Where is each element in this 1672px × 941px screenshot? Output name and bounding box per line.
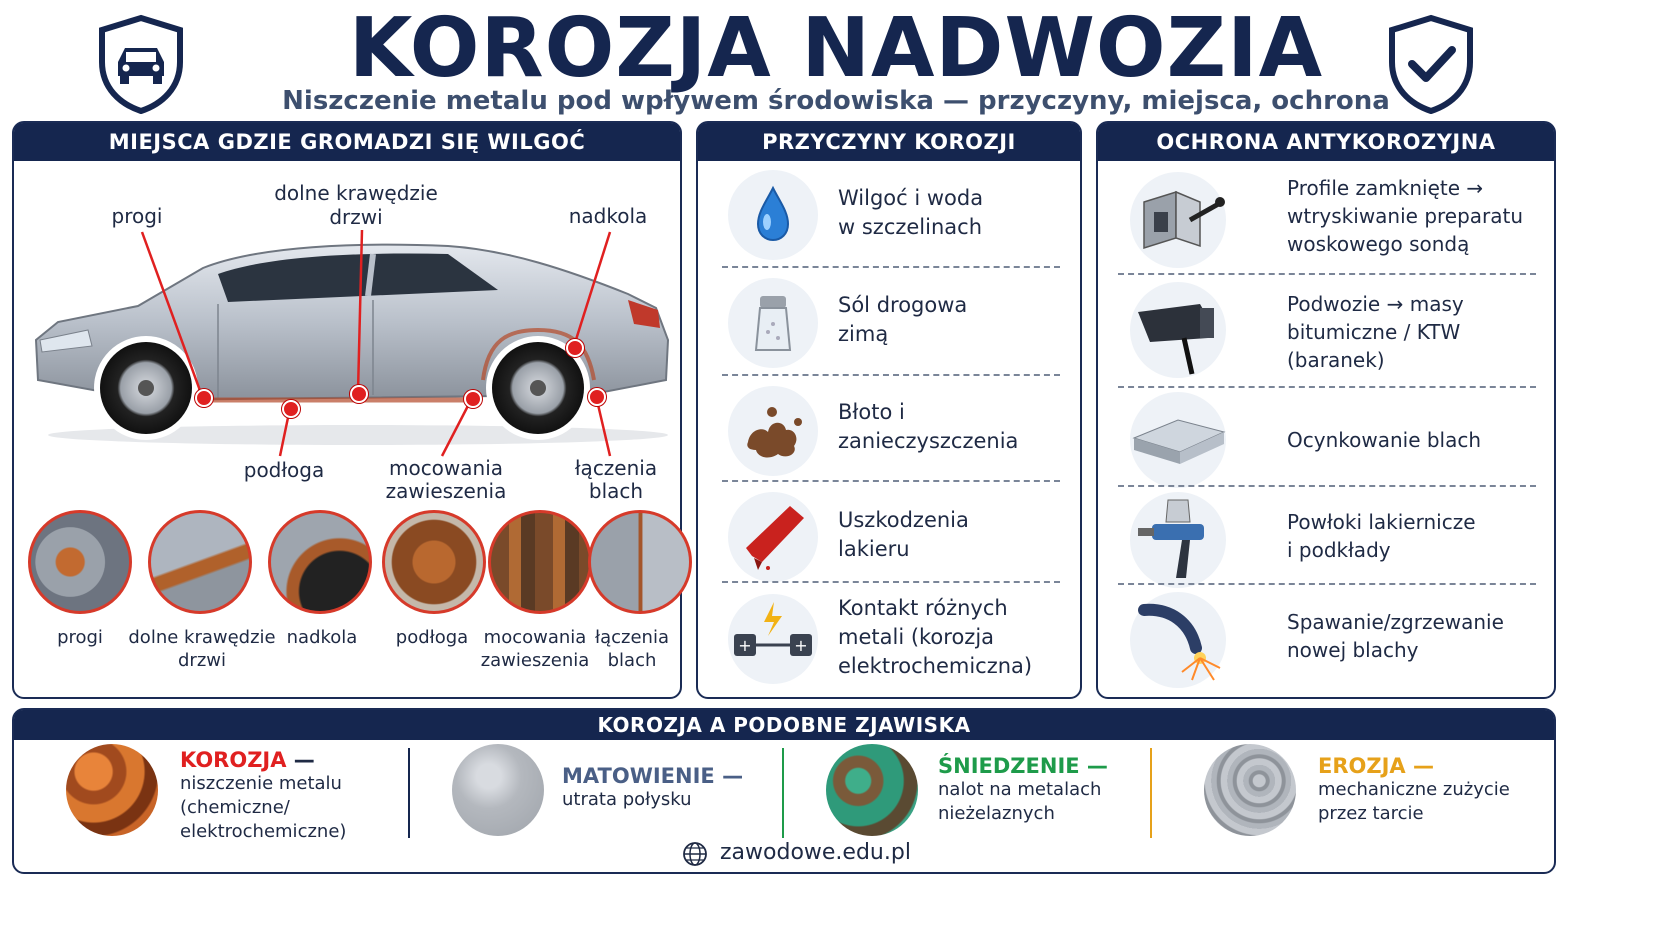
page-title: KOROZJA NADWOZIA <box>348 1 1324 96</box>
causes-heading: PRZYCZYNY KOROZJI <box>698 123 1080 161</box>
galvanized-sheet-icon <box>1130 392 1226 488</box>
callout-nadkola: nadkola <box>568 204 648 228</box>
spray-gun-underbody-icon <box>1130 282 1226 378</box>
marker-progi <box>195 389 213 407</box>
phenomenon-matowienie: MATOWIENIE — utrata połysku <box>562 764 744 810</box>
footer-url-link[interactable]: zawodowe.edu.pl <box>720 840 911 865</box>
thumb-cap-laczenia-1: łączenia <box>594 627 669 648</box>
thumb-mocowania <box>488 510 592 614</box>
callout-podloga: podłoga <box>243 458 325 482</box>
places-heading: MIEJSCA GDZIE GROMADZI SIĘ WILGOĆ <box>14 123 680 161</box>
callout-mocowania-2: zawieszenia <box>385 479 507 503</box>
cause-5: Kontakt różnych metali (korozja elektrochemiczna) <box>838 596 1033 678</box>
battery-lightning-icon <box>728 594 818 684</box>
callout-drzwi-1: dolne krawędzie <box>274 181 438 205</box>
erozja-sample-icon <box>1204 744 1296 836</box>
svg-text:+: + <box>794 636 808 655</box>
globe-icon <box>682 841 708 867</box>
korozja-sample-icon <box>66 744 158 836</box>
damaged-paint-icon <box>728 492 818 582</box>
divider <box>722 480 1060 482</box>
thumb-cap-drzwi-2: drzwi <box>178 650 226 671</box>
divider <box>1118 273 1536 275</box>
protection-5: Spawanie/zgrzewanie nowej blachy <box>1287 610 1504 662</box>
thumb-cap-drzwi-1: dolne krawędzie <box>128 627 276 648</box>
thumb-progi <box>28 510 132 614</box>
salt-shaker-icon <box>728 278 818 368</box>
marker-nadkola <box>566 339 584 357</box>
phenomenon-sniedzenie: ŚNIEDZENIE — nalot na metalach nieżelaznych <box>938 754 1108 824</box>
callout-laczenia-2: blach <box>588 479 644 503</box>
thumb-cap-laczenia-2: blach <box>607 650 657 671</box>
matowienie-sample-icon <box>452 744 544 836</box>
svg-text:+: + <box>738 636 752 655</box>
thumb-cap-mocowania-2: zawieszenia <box>480 650 590 671</box>
divider <box>1118 386 1536 388</box>
phenomenon-korozja: KOROZJA — niszczenie metalu (chemiczne/ elektrochemiczne) <box>180 748 347 842</box>
callout-drzwi-2: drzwi <box>329 205 383 229</box>
callout-progi: progi <box>111 204 163 228</box>
marker-mocowania <box>464 390 482 408</box>
thumb-nadkola <box>268 510 372 614</box>
thumb-podloga <box>382 510 486 614</box>
thumb-cap-nadkola: nadkola <box>286 627 358 648</box>
check-shield-icon <box>1386 14 1476 114</box>
closed-profile-probe-icon <box>1130 172 1226 268</box>
cause-1: Wilgoć i woda w szczelinach <box>838 186 984 239</box>
paint-spray-gun-icon <box>1130 492 1226 588</box>
cause-4: Uszkodzenia lakieru <box>838 508 969 561</box>
mud-splash-icon <box>728 386 818 476</box>
welding-torch-icon <box>1130 592 1226 688</box>
divider <box>1118 485 1536 487</box>
callout-mocowania-1: mocowania <box>388 456 504 480</box>
separator <box>1150 748 1152 838</box>
marker-drzwi <box>350 385 368 403</box>
cause-2: Sól drogowa zimą <box>838 293 968 346</box>
protection-1: Profile zamknięte → wtryskiwanie preparatu woskowego sondą <box>1287 176 1524 256</box>
thumb-laczenia <box>588 510 692 614</box>
marker-laczenia <box>588 388 606 406</box>
separator <box>408 748 410 838</box>
protection-3: Ocynkowanie blach <box>1287 428 1482 452</box>
protection-4: Powłoki lakiernicze i podkłady <box>1287 510 1476 562</box>
water-drop-icon <box>728 170 818 260</box>
protection-2: Podwozie → masy bitumiczne / KTW (baranek) <box>1287 292 1464 372</box>
thumb-cap-podloga: podłoga <box>395 627 469 648</box>
phenomena-heading: KOROZJA A PODOBNE ZJAWISKA <box>14 710 1554 740</box>
thumb-drzwi <box>148 510 252 614</box>
protection-heading: OCHRONA ANTYKOROZYJNA <box>1098 123 1554 161</box>
sniedzenie-sample-icon <box>826 744 918 836</box>
thumb-cap-progi: progi <box>57 627 103 648</box>
divider <box>722 266 1060 268</box>
callout-laczenia-1: łączenia <box>574 456 658 480</box>
cause-3: Błoto i zanieczyszczenia <box>838 400 1019 453</box>
page-subtitle: Niszczenie metalu pod wpływem środowiska — przyczyny, miejsca, ochrona <box>282 86 1390 116</box>
car-shield-icon <box>96 14 186 114</box>
phenomenon-erozja: EROZJA — mechaniczne zużycie przez tarcie <box>1318 754 1510 824</box>
separator <box>782 748 784 838</box>
divider <box>722 581 1060 583</box>
marker-podloga <box>282 400 300 418</box>
divider <box>1118 583 1536 585</box>
divider <box>722 374 1060 376</box>
thumb-cap-mocowania-1: mocowania <box>483 627 587 648</box>
